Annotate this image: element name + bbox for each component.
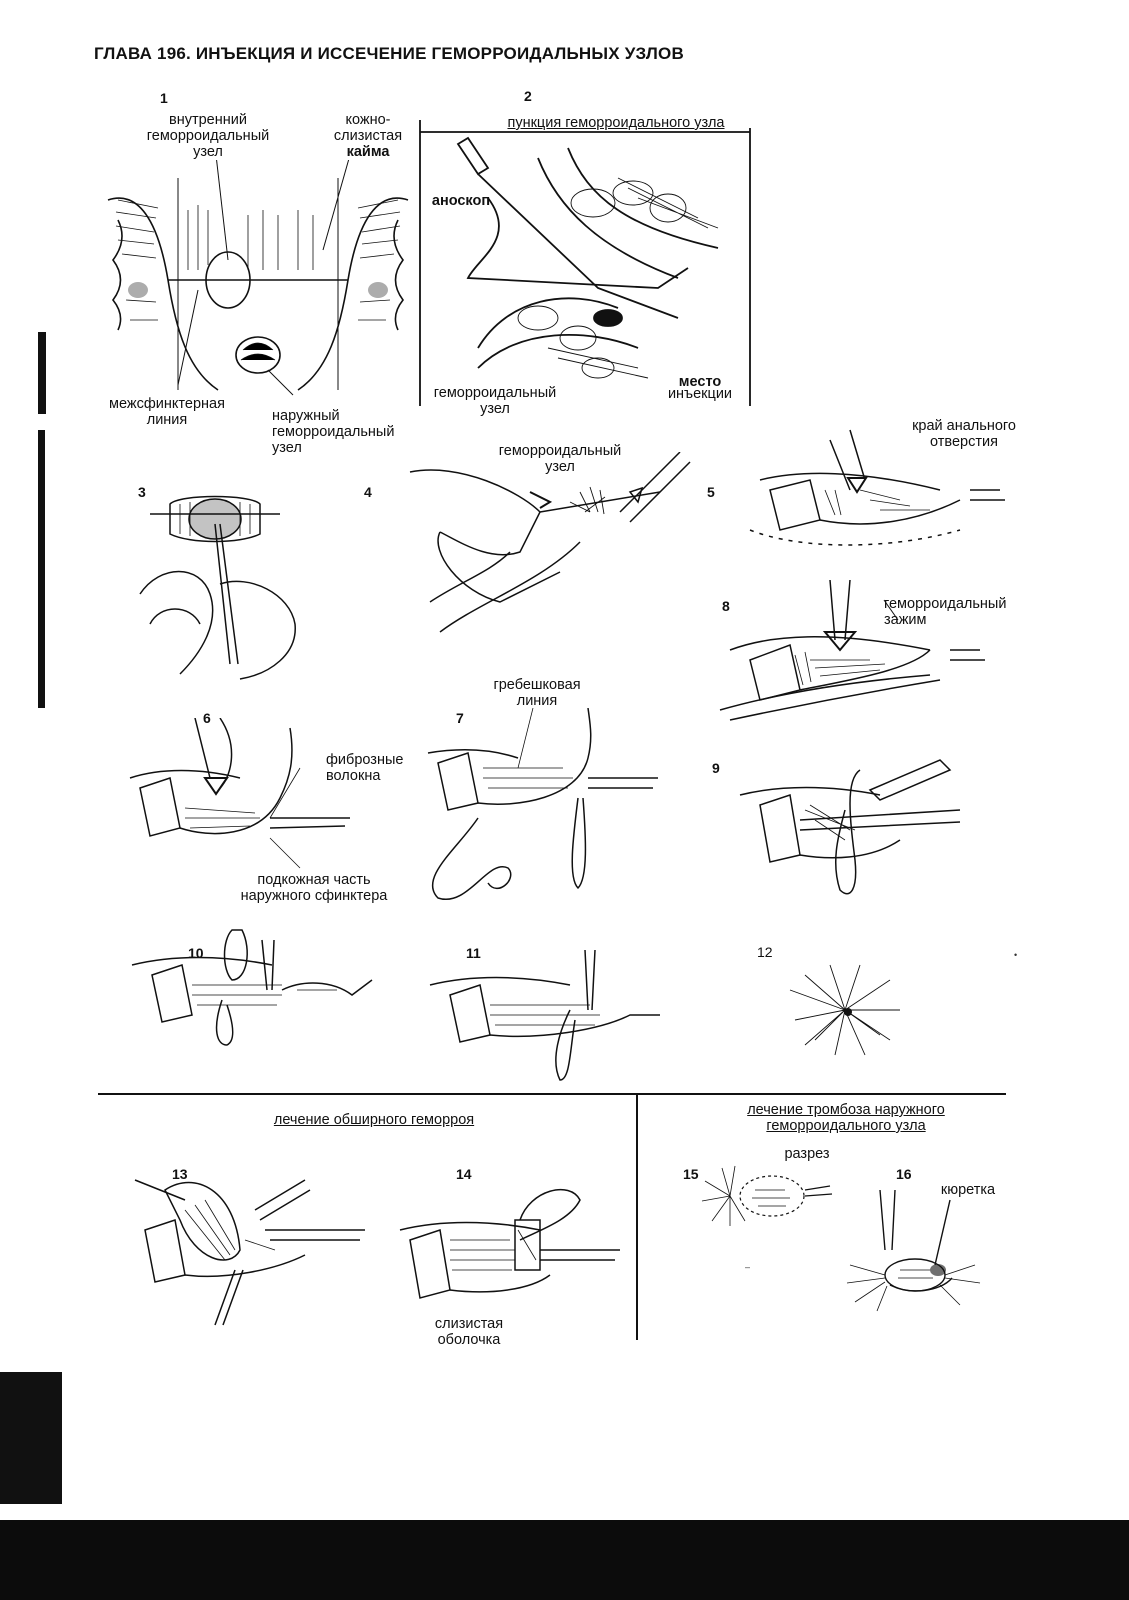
figure-8-illustration bbox=[710, 580, 990, 730]
label-fibers: фиброзные волокна bbox=[326, 752, 404, 784]
label-curette: кюретка bbox=[940, 1182, 996, 1198]
figure-number: 16 bbox=[896, 1166, 912, 1182]
figure-16-illustration bbox=[840, 1190, 990, 1320]
figure-number: 15 bbox=[683, 1166, 699, 1182]
scan-speck: – bbox=[745, 1262, 751, 1272]
label-mucocutaneous: кожно- слизистая bbox=[333, 112, 403, 144]
figure-4-illustration bbox=[400, 452, 700, 652]
figure-number: 9 bbox=[712, 760, 720, 776]
figure-number: 7 bbox=[456, 710, 464, 726]
figure-11-illustration bbox=[420, 950, 680, 1090]
figure-13-illustration bbox=[125, 1160, 375, 1330]
label-anal-edge: край анального отверстия bbox=[912, 418, 1016, 450]
figure-number: 2 bbox=[524, 88, 532, 104]
figure-number: 1 bbox=[160, 90, 168, 106]
figure-number: 13 bbox=[172, 1166, 188, 1182]
label-clamp: геморроидальный зажим bbox=[884, 596, 1007, 628]
figure-3-illustration bbox=[120, 484, 310, 684]
label-mucocutaneous-bold: кайма bbox=[346, 144, 390, 160]
figure-15-illustration bbox=[700, 1160, 840, 1240]
figure-1-illustration bbox=[98, 160, 418, 400]
figure-number: 5 bbox=[707, 484, 715, 500]
section-title-thrombosis: лечение тромбоза наружного геморроидального узла bbox=[747, 1102, 945, 1134]
label-puncture: пункция геморроидального узла bbox=[507, 115, 725, 131]
label-f4-node: геморроидальный узел bbox=[498, 443, 622, 475]
figure-12-illustration bbox=[780, 960, 910, 1060]
figure-6-illustration bbox=[120, 718, 350, 878]
figure-number: 11 bbox=[466, 945, 481, 961]
figure-number: 14 bbox=[456, 1166, 472, 1182]
figure-number: 8 bbox=[722, 598, 730, 614]
page-title: ГЛАВА 196. ИНЪЕКЦИЯ И ИССЕЧЕНИЕ ГЕМОРРОИДАЛЬНЫХ УЗЛОВ bbox=[94, 44, 684, 63]
label-incision: разрез bbox=[784, 1146, 830, 1162]
label-anoscope: аноскоп bbox=[431, 193, 491, 209]
figure-14-illustration bbox=[390, 1180, 630, 1320]
label-site-bold: место bbox=[678, 374, 722, 390]
figure-number: 12 bbox=[757, 944, 773, 960]
figure-5-illustration bbox=[740, 420, 1020, 560]
scan-speck: • bbox=[1014, 950, 1018, 960]
section-divider bbox=[98, 1093, 1006, 1095]
label-site: инъекции bbox=[667, 386, 733, 402]
section-title-extensive: лечение обширного геморроя bbox=[273, 1112, 475, 1128]
figure-7-illustration bbox=[418, 708, 668, 908]
figure-number: 6 bbox=[203, 710, 211, 726]
label-dentate: гребешковая линия bbox=[493, 677, 581, 709]
figure-number: 4 bbox=[364, 484, 372, 500]
figure-10-illustration bbox=[122, 920, 382, 1060]
figure-number: 3 bbox=[138, 484, 146, 500]
label-f2-node: геморроидальный узел bbox=[433, 385, 557, 417]
label-external-node: наружный геморроидальный узел bbox=[272, 408, 395, 456]
section-divider-vertical bbox=[636, 1094, 638, 1340]
scan-edge-mark bbox=[38, 430, 45, 708]
figure-2-illustration bbox=[418, 118, 752, 408]
figure-number: 10 bbox=[188, 945, 204, 961]
label-internal-node: внутренний геморроидальный узел bbox=[146, 112, 270, 160]
label-intersphincteric: межсфинктерная линия bbox=[109, 396, 225, 428]
figure-9-illustration bbox=[730, 750, 980, 900]
scan-edge-block bbox=[0, 1372, 62, 1504]
scan-bottom-bar bbox=[0, 1520, 1129, 1600]
label-mucosa: слизистая оболочка bbox=[434, 1316, 504, 1348]
label-subcutaneous: подкожная часть наружного сфинктера bbox=[240, 872, 388, 904]
scan-edge-mark bbox=[38, 332, 46, 414]
